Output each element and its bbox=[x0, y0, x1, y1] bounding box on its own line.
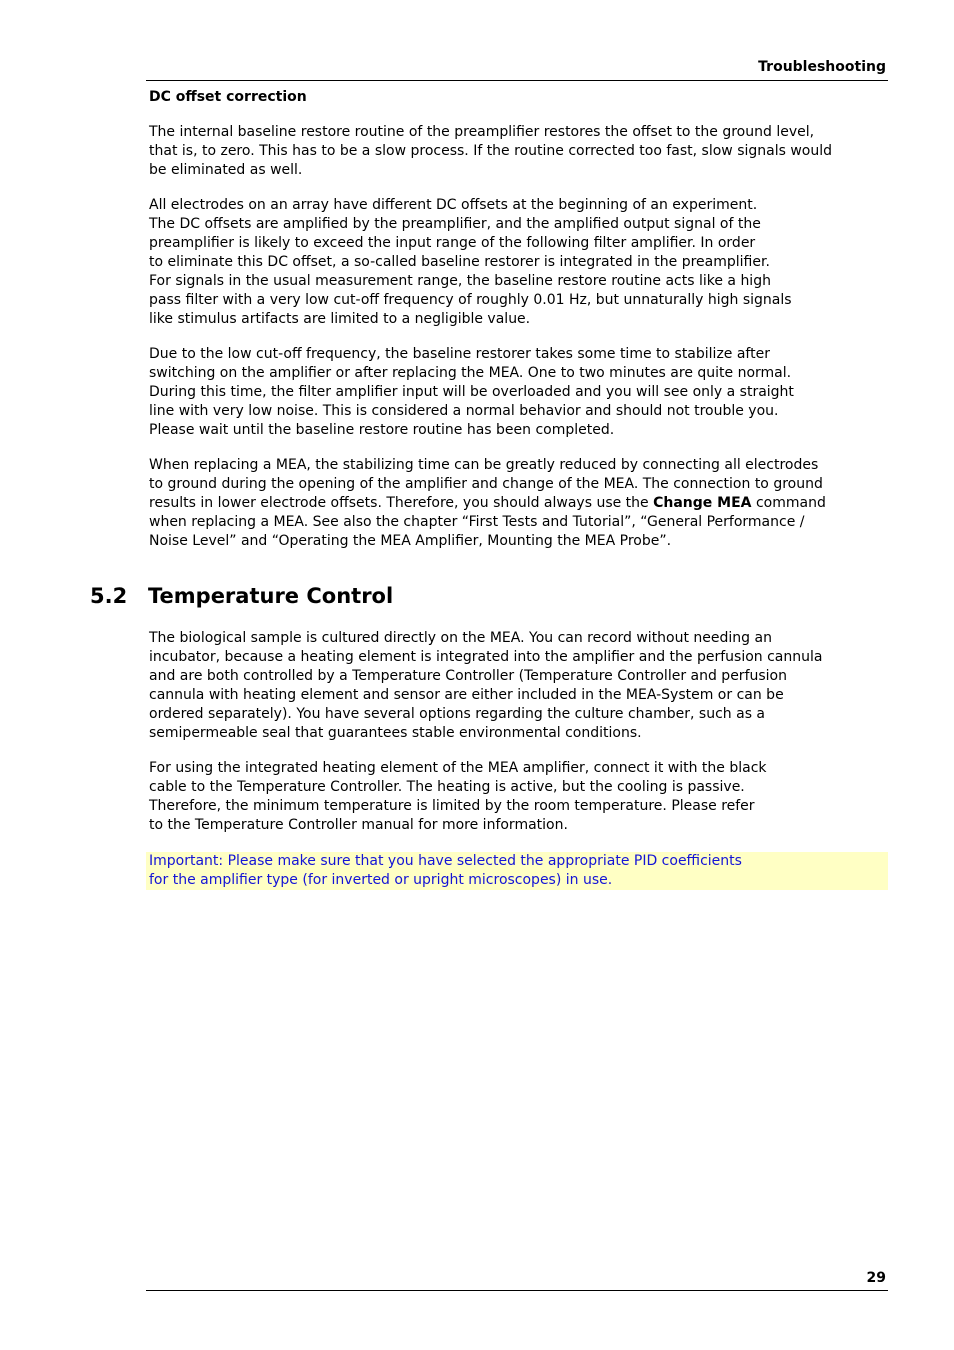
paragraph-4-text-end: command when replacing a MEA. See also the chapter “First Tests and Tutorial”, “General Performance / Noise Level” and “Operating the MEA Amplifier, Mounting the MEA Probe”. bbox=[149, 495, 826, 549]
dc-offset-paragraph-1: The internal baseline restore routine of the preamplifier restores the offset to the ground level, that is, to zero. This has to be a slow process. If the routine corrected too fast, slow signals would be eliminated as well. bbox=[149, 124, 833, 178]
temperature-control-section bbox=[149, 629, 889, 851]
page-number: 29 bbox=[866, 1270, 886, 1286]
section-title: Temperature Control bbox=[148, 584, 394, 608]
running-header: Troubleshooting bbox=[758, 59, 886, 75]
important-note-box bbox=[146, 852, 888, 890]
header-divider bbox=[146, 80, 888, 81]
dc-offset-section bbox=[149, 88, 889, 567]
dc-offset-heading: DC offset correction bbox=[149, 89, 307, 105]
dc-offset-paragraph-3: Due to the low cut-off frequency, the baseline restorer takes some time to stabilize after switching on the amplifier or after replacing the MEA. One to two minutes are quite normal. During this time, the filter amplifier input will be overloaded and you will see only a straight line with very low noise. This is considered a normal behavior and should not trouble you. Please wait until the baseline restore routine has been completed. bbox=[149, 346, 794, 438]
temperature-paragraph-1: The biological sample is cultured directly on the MEA. You can record without needing an incubator, because a heating element is integrated into the amplifier and the perfusion cannula and are both controlled by a Temperature Controller (Temperature Controller and perfusion cannula with heating element and sensor are either included in the MEA-System or can be ordered separately). You have several options regarding the culture chamber, such as a semipermeable seal that guarantees stable environmental conditions. bbox=[149, 630, 823, 741]
section-number: 5.2 bbox=[90, 584, 128, 608]
temperature-paragraph-2: For using the integrated heating element of the MEA amplifier, connect it with the black cable to the Temperature Controller. The heating is active, but the cooling is passive. Therefore, the minimum temperature is limited by the room temperature. Please refer to the Temperature Controller manual for more information. bbox=[149, 760, 767, 833]
paragraph-4-text-start: When replacing a MEA, the stabilizing time can be greatly reduced by connecting all electrodes to ground during the opening of the amplifier and change of the MEA. The connection to ground results in lower electrode offsets. Therefore, you should always use the bbox=[149, 457, 823, 511]
change-mea-command: Change MEA bbox=[653, 495, 752, 511]
important-note-text: Important: Please make sure that you have selected the appropriate PID coefficients for the amplifier type (for inverted or upright microscopes) in use. bbox=[149, 853, 742, 888]
dc-offset-paragraph-4 bbox=[149, 456, 889, 551]
footer-divider bbox=[146, 1290, 888, 1291]
section-heading bbox=[90, 582, 393, 610]
dc-offset-paragraph-2: All electrodes on an array have different DC offsets at the beginning of an experiment. The DC offsets are amplified by the preamplifier, and the amplified output signal of the preamplifier is likely to exceed the input range of the following filter amplifier. In order to eliminate this DC offset, a so-called baseline restorer is integrated in the preamplifier. For signals in the usual measurement range, the baseline restore routine acts like a high pass filter with a very low cut-off frequency of roughly 0.01 Hz, but unnaturally high signals like stimulus artifacts are limited to a negligible value. bbox=[149, 197, 792, 327]
